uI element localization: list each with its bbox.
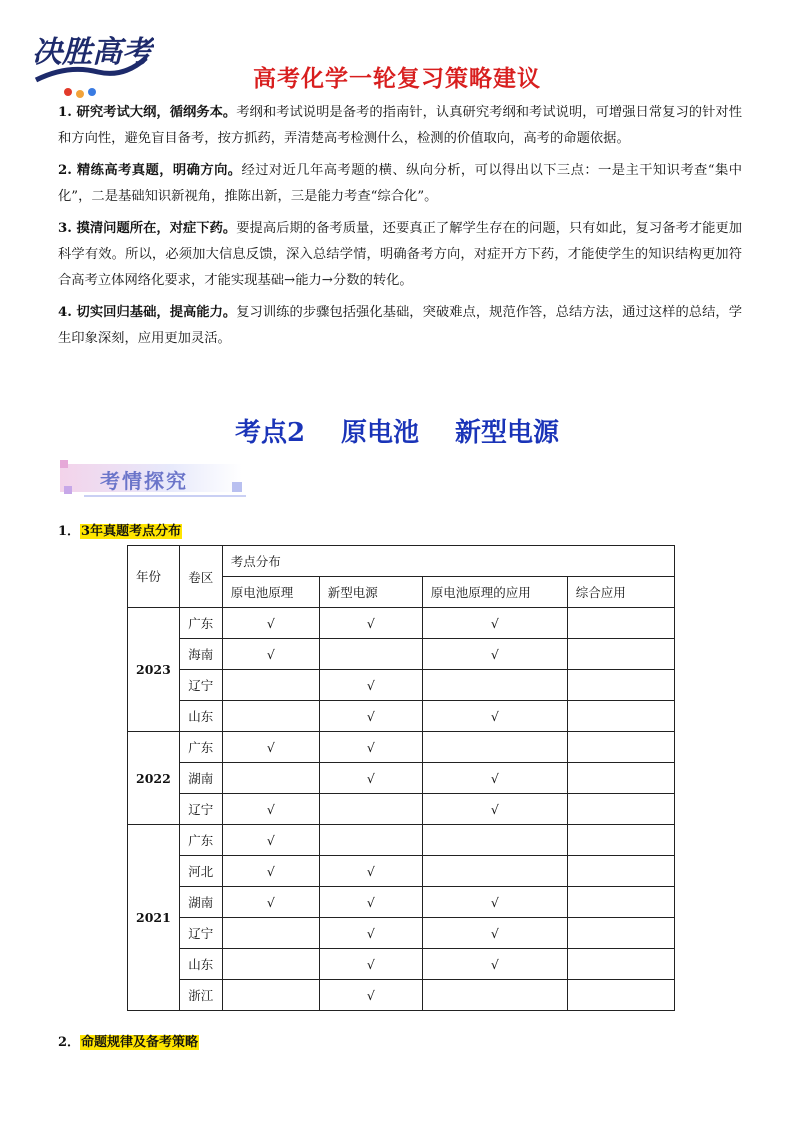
- check-cell: √: [222, 794, 319, 825]
- table-row: [128, 918, 675, 949]
- check-cell: √: [319, 701, 422, 732]
- check-cell: √: [319, 887, 422, 918]
- check-cell: [222, 763, 319, 794]
- check-cell: [422, 856, 567, 887]
- check-cell: [319, 639, 422, 670]
- table-row: [128, 701, 675, 732]
- check-cell: √: [319, 856, 422, 887]
- header-col: 原电池原理的应用: [422, 577, 567, 608]
- region-cell: 河北: [179, 856, 222, 887]
- header-region: 卷区: [179, 546, 222, 608]
- table-row: [128, 732, 675, 763]
- region-cell: 广东: [179, 608, 222, 639]
- subheading-strategy: 2．命题规律及备考策略: [58, 1035, 199, 1050]
- check-cell: [222, 701, 319, 732]
- check-cell: [422, 670, 567, 701]
- region-cell: 湖南: [179, 887, 222, 918]
- header-col: 原电池原理: [222, 577, 319, 608]
- intro-paragraph: 3. 摸清问题所在，对症下药。要提高后期的备考质量，还要真正了解学生存在的问题，只有如此，复习备考才能更加科学有效。所以，必须加大信息反馈，深入总结学情，明确备考方向，对症开方下药，才能使学生的知识结构更加符合高考立体网络化要求，才能实现基础→能力→分数的转化。: [58, 221, 743, 288]
- check-cell: √: [319, 732, 422, 763]
- check-cell: [567, 856, 674, 887]
- year-cell: 2022: [128, 732, 180, 825]
- region-cell: 海南: [179, 639, 222, 670]
- region-cell: 辽宁: [179, 918, 222, 949]
- check-cell: √: [222, 856, 319, 887]
- check-cell: [567, 794, 674, 825]
- svg-text:决胜高考: 决胜高考: [32, 35, 152, 70]
- check-cell: √: [222, 732, 319, 763]
- check-cell: [222, 949, 319, 980]
- check-cell: √: [422, 701, 567, 732]
- check-cell: [567, 639, 674, 670]
- header-group: 考点分布: [222, 546, 674, 577]
- table-row: [128, 670, 675, 701]
- check-cell: [222, 980, 319, 1011]
- check-cell: [567, 887, 674, 918]
- check-cell: [567, 670, 674, 701]
- year-cell: 2023: [128, 608, 180, 732]
- check-cell: √: [222, 887, 319, 918]
- check-cell: √: [422, 763, 567, 794]
- check-cell: √: [319, 918, 422, 949]
- check-cell: √: [422, 639, 567, 670]
- check-cell: [422, 825, 567, 856]
- region-cell: 广东: [179, 825, 222, 856]
- check-cell: [567, 949, 674, 980]
- check-cell: √: [222, 825, 319, 856]
- table-row: [128, 639, 675, 670]
- check-cell: √: [319, 980, 422, 1011]
- table-row: [128, 887, 675, 918]
- check-cell: [567, 732, 674, 763]
- intro-paragraph: 1. 研究考试大纲，循纲务本。考纲和考试说明是备考的指南针，认真研究考纲和考试说明，可增强日常复习的针对性和方向性，避免盲目备考，按方抓药，弄清楚高考检测什么，检测的价值取向，高考的命题依据。: [58, 105, 743, 146]
- check-cell: [422, 980, 567, 1011]
- banner-label: 考情探究: [100, 469, 188, 493]
- check-cell: [567, 918, 674, 949]
- header-col: 新型电源: [319, 577, 422, 608]
- table-header-row: [128, 546, 675, 577]
- check-cell: [319, 825, 422, 856]
- region-cell: 辽宁: [179, 670, 222, 701]
- intro-section: [58, 100, 742, 358]
- intro-paragraph: 2. 精练高考真题，明确方向。经过对近几年高考题的横、纵向分析，可以得出以下三点：一是主干知识考查“集中化”，二是基础知识新视角，推陈出新，三是能力考查“综合化”。: [58, 163, 742, 204]
- check-cell: [222, 918, 319, 949]
- intro-paragraph: 4. 切实回归基础，提高能力。复习训练的步骤包括强化基础，突破难点，规范作答，总结方法，通过这样的总结，学生印象深刻，应用更加灵活。: [58, 305, 743, 346]
- check-cell: √: [422, 794, 567, 825]
- check-cell: √: [422, 949, 567, 980]
- region-cell: 山东: [179, 949, 222, 980]
- header-col: 综合应用: [567, 577, 674, 608]
- check-cell: [567, 763, 674, 794]
- check-cell: [222, 670, 319, 701]
- table-row: [128, 949, 675, 980]
- table-row: [128, 856, 675, 887]
- region-cell: 广东: [179, 732, 222, 763]
- region-cell: 山东: [179, 701, 222, 732]
- table-row: [128, 794, 675, 825]
- check-cell: √: [319, 670, 422, 701]
- page-title: 高考化学一轮复习策略建议: [253, 66, 541, 92]
- check-cell: √: [319, 608, 422, 639]
- check-cell: [567, 980, 674, 1011]
- table-row: [128, 763, 675, 794]
- table-row: [128, 980, 675, 1011]
- check-cell: √: [319, 763, 422, 794]
- region-cell: 湖南: [179, 763, 222, 794]
- region-cell: 辽宁: [179, 794, 222, 825]
- year-cell: 2021: [128, 825, 180, 1011]
- table-row: [128, 825, 675, 856]
- section-title: 考点2 原电池 新型电源: [234, 418, 560, 448]
- header-year: 年份: [128, 546, 180, 608]
- exam-distribution-table: [127, 545, 675, 1011]
- table-row: [128, 608, 675, 639]
- check-cell: √: [222, 639, 319, 670]
- region-cell: 浙江: [179, 980, 222, 1011]
- check-cell: √: [222, 608, 319, 639]
- check-cell: [567, 608, 674, 639]
- subheading-distribution: 1．3年真题考点分布: [58, 524, 182, 539]
- check-cell: [319, 794, 422, 825]
- check-cell: √: [422, 608, 567, 639]
- check-cell: √: [422, 918, 567, 949]
- check-cell: √: [319, 949, 422, 980]
- check-cell: [422, 732, 567, 763]
- check-cell: [567, 825, 674, 856]
- check-cell: √: [422, 887, 567, 918]
- check-cell: [567, 701, 674, 732]
